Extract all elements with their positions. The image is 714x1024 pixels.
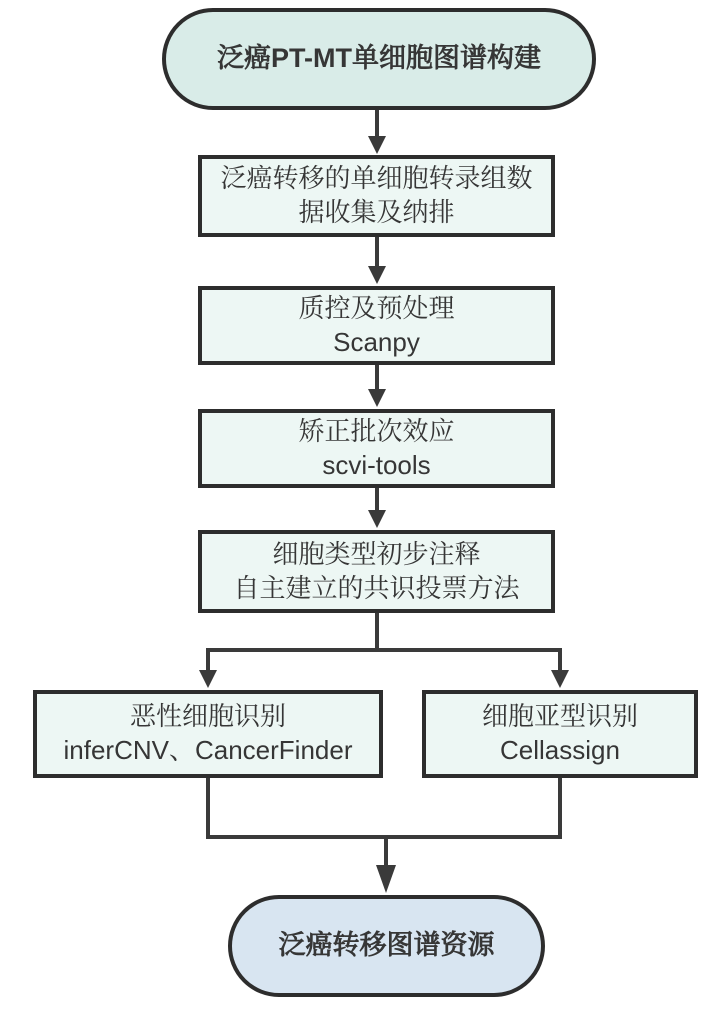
malignant-cell-label-line1: 恶性细胞识别 [129,701,286,732]
start-node [162,8,596,110]
cell-annotation-box [198,530,555,613]
batch-correction-label-line1: 矫正批次效应 [298,415,455,446]
arrow-collect-to-qc [368,237,386,284]
end-node [228,895,545,997]
merge-connector [206,778,562,893]
data-collection-label-line2: 据收集及纳排 [298,197,455,227]
data-collection-label-line1: 泛癌转移的单细胞转录组数 [220,163,533,194]
end-node-label: 泛癌转移图谱资源 [278,930,495,961]
cell-subtype-box [422,690,698,778]
cell-subtype-label-line1: 细胞亚型识别 [481,701,638,732]
quality-control-label-line2: Scanpy [333,326,420,357]
arrow-batch-to-annotate [368,488,386,528]
cell-subtype-label-line2: Cellassign [500,735,620,765]
batch-correction-label-line2: scvi-tools [322,449,431,480]
cell-annotation-label-line2: 自主建立的共识投票方法 [233,572,520,603]
start-node-label: 泛癌PT-MT单细胞图谱构建 [217,43,541,74]
arrow-qc-to-batch [368,365,386,407]
cell-annotation-label-line1: 细胞类型初步注释 [272,538,481,569]
branch-connector [199,613,569,688]
quality-control-label-line1: 质控及预处理 [298,292,455,323]
malignant-cell-box [33,690,383,778]
quality-control-box [198,286,555,365]
batch-correction-box [198,409,555,488]
data-collection-box [198,155,555,237]
arrow-start-to-collect [368,110,386,154]
malignant-cell-label-line2: inferCNV、CancerFinder [63,735,353,765]
